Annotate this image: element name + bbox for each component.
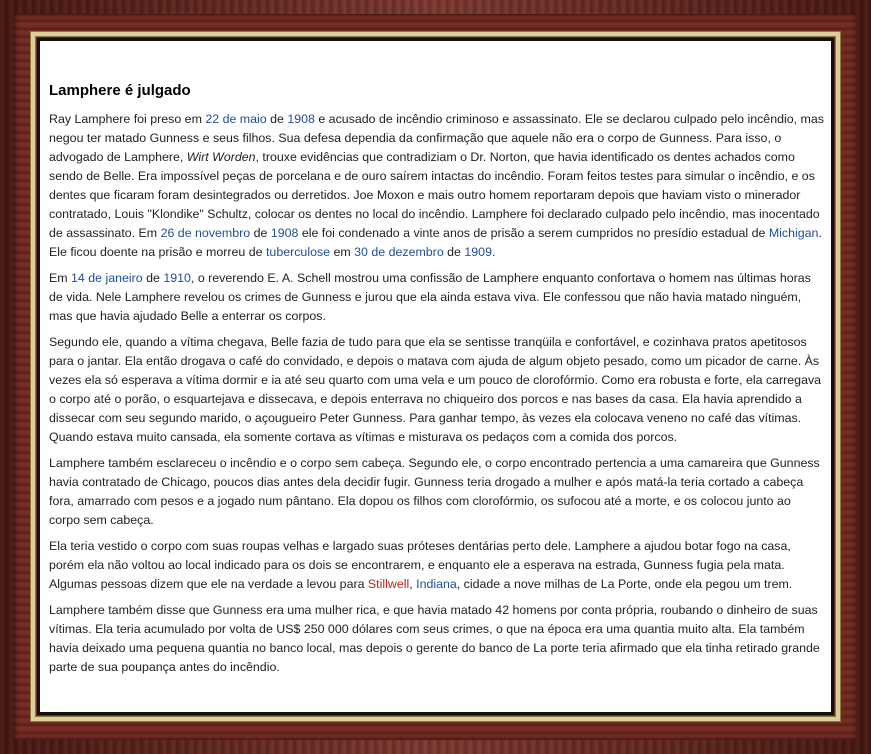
link-26-de-novembro[interactable]: 26 de novembro [160, 226, 251, 240]
text: em [330, 245, 355, 259]
text: de [266, 112, 288, 126]
text: de [142, 271, 164, 285]
text: e acusado de incêndio criminoso e assassinato. Ele se declarou culpado pelo incêndio, mas negou ter matado Gunness e seus filhos. Sua defesa dependia da confirmação que aquele não era o corpo de Gunness. Para isso, o advogado de Lamphere, [49, 112, 824, 164]
link-30-de-dezembro[interactable]: 30 de dezembro [354, 245, 444, 259]
paragraph-3: Segundo ele, quando a vítima chegava, Belle fazia de tudo para que ela se sentisse tranqüila e confortável, e cozinhava pratos apetitosos para o jantar. Ela então drogava o café do convidado, e depois o matava com ajuda de algum objeto pesado, como um picador de carne. Às vezes ela só esperava a vítima dormir e ia até seu quarto com uma vela e um pouco de clorofórmio. Como era robusta e forte, ela carregava o corpo até o porão, o esquartejava e dissecava, e depois enterrava no chiqueiro dos porcos e nas bases da casa. Ela havia aprendido a dissecar com seu segundo marido, o açougueiro Peter Gunness. Para ganhar tempo, às vezes ela colocava veneno no café das vítimas. Quando estava muito cansada, ela somente cortava as vítimas e misturava os pedaços com a comida dos porcos. [49, 335, 822, 444]
link-stillwell[interactable]: Stillwell [367, 577, 410, 591]
link-1909[interactable]: 1909 [464, 245, 492, 259]
text: . Ele ficou doente na prisão e morreu de [49, 226, 822, 259]
section-heading: Lamphere é julgado [49, 82, 191, 99]
text: ele foi condenado a vinte anos de prisão a serem cumpridos no presídio estadual de [298, 226, 769, 240]
link-14-de-janeiro[interactable]: 14 de janeiro [71, 271, 143, 285]
text: , cidade a nove milhas de La Porte, onde ela pegou um trem. [456, 577, 793, 591]
text: de [250, 226, 271, 240]
link-tuberculose[interactable]: tuberculose [265, 245, 331, 259]
text: , [409, 577, 417, 591]
paragraph-5 [49, 537, 825, 594]
text: . [491, 245, 496, 259]
link-1910[interactable]: 1910 [163, 271, 191, 285]
link-indiana[interactable]: Indiana [416, 577, 457, 591]
paragraph-2 [49, 269, 825, 326]
text: Em [49, 271, 72, 285]
paragraph-4: Lamphere também esclareceu o incêndio e o corpo sem cabeça. Segundo ele, o corpo encontrado pertencia a uma camareira que Gunness havia contratado de Chicago, poucos dias antes dela decidir fugir. Gunness teria drogado a mulher e após matá-la teria cortado a cabeça fora, amarrado com pesos e a jogado num pântano. Ela dopou os filhos com clorofórmio, os sufocou até a morte, e os colocou junto ao corpo sem cabeça. [49, 456, 820, 527]
link-1908[interactable]: 1908 [287, 112, 315, 126]
link-22-de-maio[interactable]: 22 de maio [205, 112, 267, 126]
text: Ray Lamphere foi preso em [49, 112, 206, 126]
paragraph-6: Lamphere também disse que Gunness era uma mulher rica, e que havia matado 42 homens por conta própria, roubando o dinheiro de suas vítimas. Ela teria acumulado por volta de US$ 250 000 dólares com seus crimes, o que na época era uma quantia muito alta. Ela também havia deixado uma pequena quantia no banco local, mas depois o gerente do banco de La porte teria afirmado que ela tinha retirado grande parte de sua poupança antes do incêndio. [49, 603, 820, 674]
article-page [40, 41, 831, 712]
link-michigan[interactable]: Michigan [768, 226, 819, 240]
link-1908-second[interactable]: 1908 [270, 226, 299, 240]
text: , o reverendo E. A. Schell mostrou uma confissão de Lamphere enquanto confortava o homem nas últimas horas de vida. Nele Lamphere revelou os crimes de Gunness e jurou que ela ainda estava viva. Ele confessou que não havia matado ninguém, mas que havia ajudado Belle a enterrar os corpos. [49, 271, 811, 323]
text: Ela teria vestido o corpo com suas roupas velhas e largado suas próteses dentárias perto dele. Lamphere a ajudou botar fogo na casa, porém ela não voltou ao local indicado para os dois se encontrarem, e enquanto ele a esperava na estrada, Gunness fugia pela mata. Algumas pessoas dizem que ele na verdade a levou para [49, 539, 791, 591]
name-wirt-worden: Wirt Worden [186, 150, 256, 164]
text: de [443, 245, 465, 259]
text: , trouxe evidências que contradiziam o Dr. Norton, que havia identificado os dentes achados como sendo de Belle. Era impossível peças de porcelana e de ouro saírem intactas do incêndio. Foram feitos testes para simular o incêndio, e os dentes que ficaram foram desintegrados ou derretidos. Joe Moxon e mais outro homem reportaram depois que haviam visto o minerador contratado, Louis "Klondike" Schultz, colocar os dentes no local do incêndio. Lamphere foi declarado culpado pelo incêndio, mas inocentado de assassinato. Em [49, 150, 820, 240]
paragraph-1 [49, 110, 825, 262]
